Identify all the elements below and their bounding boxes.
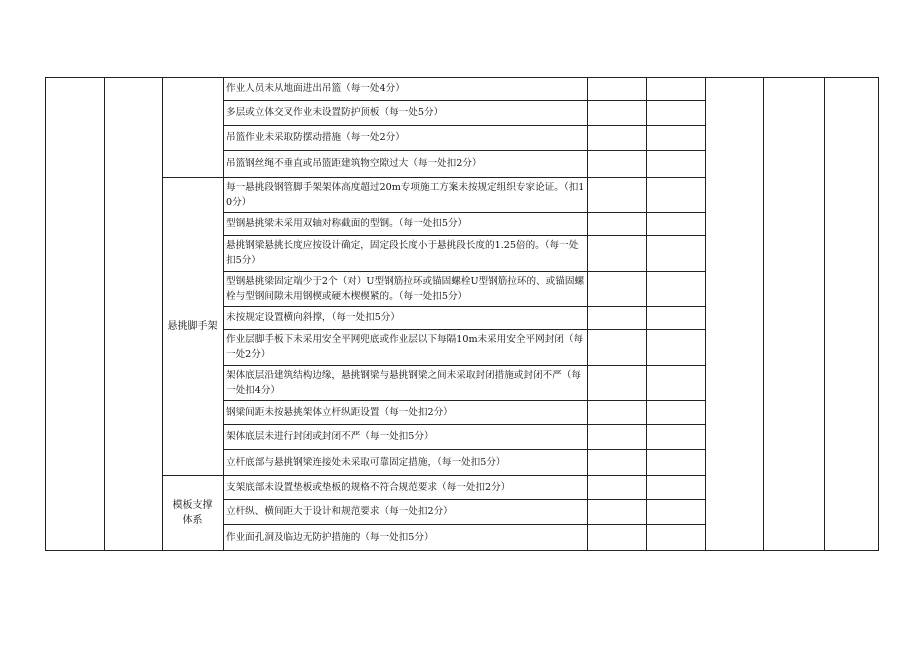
table-row: 悬挑钢梁悬挑长度应按设计确定，固定段长度小于悬挑段长度的1.25倍的。（每一处扣5分） bbox=[226, 240, 579, 266]
column-divider bbox=[104, 77, 105, 551]
table-row: 架体底层未进行封闭或封闭不严（每一处扣5分） bbox=[226, 431, 434, 442]
category-overhang-scaffold: 悬挑脚手架 bbox=[167, 320, 218, 332]
table-row: 作业人员未从地面进出吊篮（每一处4分） bbox=[226, 83, 405, 94]
table-row: 作业面孔洞及临边无防护措施的（每一处扣5分） bbox=[226, 531, 434, 543]
table-row: 未按规定设置横向斜撑，（每一处扣5分） bbox=[226, 312, 400, 323]
table-row: 作业层脚手板下未采用安全平网兜底或作业层以下每隔10m未采用安全平网封闭（每一处2分） bbox=[226, 334, 584, 360]
table-row: 钢梁间距未按悬挑架体立杆纵距设置（每一处扣2分） bbox=[226, 406, 453, 418]
table-border-bottom bbox=[45, 550, 879, 551]
inspection-table bbox=[45, 77, 879, 551]
table-row: 吊篮作业未采取防摆动措施（每一处2分） bbox=[226, 132, 405, 143]
table-border-right bbox=[878, 77, 879, 551]
table-row: 多层或立体交叉作业未设置防护顶板（每一处5分） bbox=[226, 107, 444, 118]
column-divider bbox=[646, 77, 647, 551]
category-formwork-support: 模板支撑体系 bbox=[172, 499, 213, 526]
table-border-left bbox=[45, 77, 46, 551]
table-row: 支架底部未设置垫板或垫板的规格不符合规范要求（每一处扣2分） bbox=[226, 481, 511, 493]
table-row: 架体底层沿建筑结构边缘，悬挑钢梁与悬挑钢梁之间未采取封闭措施或封闭不严（每一处扣4分） bbox=[226, 369, 581, 396]
table-row: 每一悬挑段钢管脚手架架体高度超过20m专项施工方案未按规定组织专家论证。（扣10分） bbox=[226, 181, 585, 208]
table-row: 立杆底部与悬挑钢梁连接处未采取可靠固定措施，（每一处扣5分） bbox=[226, 456, 506, 468]
column-divider bbox=[824, 77, 825, 551]
table-row: 立杆纵、横间距大于设计和规范要求（每一处扣2分） bbox=[226, 506, 453, 517]
column-divider bbox=[587, 77, 588, 551]
table-row: 型钢悬挑梁未采用双轴对称截面的型钢。（每一处扣5分） bbox=[226, 218, 468, 229]
column-divider bbox=[763, 77, 764, 551]
table-row: 吊篮钢丝绳不垂直或吊篮距建筑物空隙过大（每一处扣2分） bbox=[226, 158, 482, 169]
table-row: 型钢悬挑梁固定端少于2个（对）U型钢筋拉环或锚固螺栓U型钢筋拉环的、或锚固螺栓与型钢间隙未用钢楔或硬木楔楔紧的。（每一处扣5分） bbox=[226, 275, 585, 302]
column-divider bbox=[705, 77, 706, 551]
